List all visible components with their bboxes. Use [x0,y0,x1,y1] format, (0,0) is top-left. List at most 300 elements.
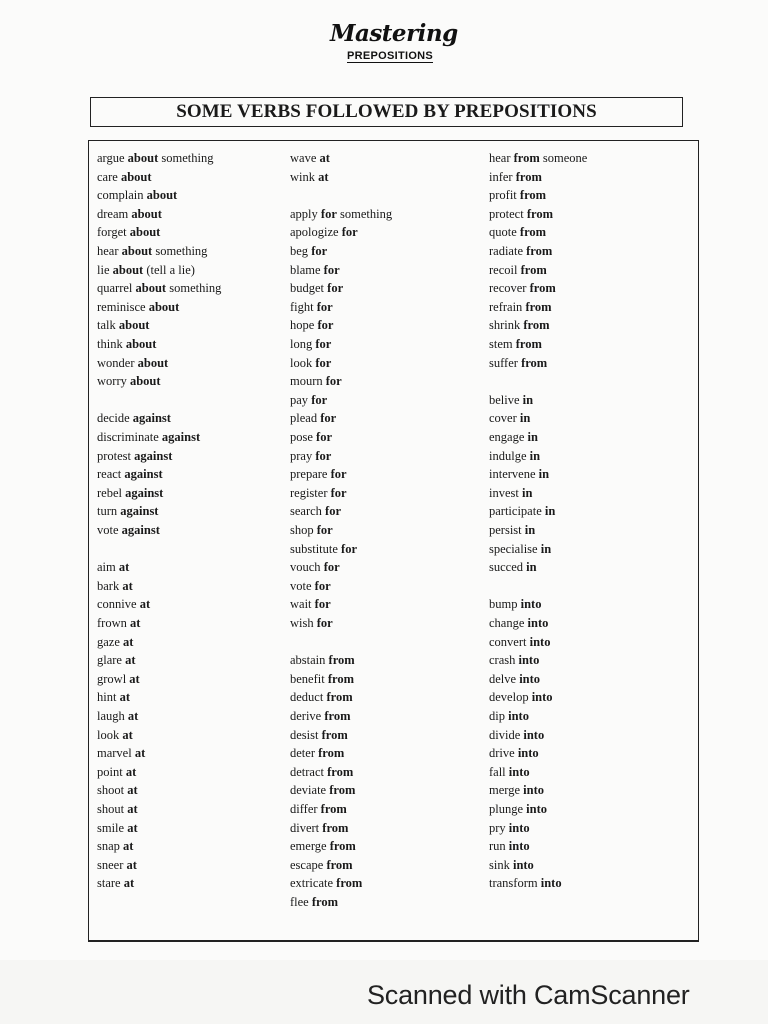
verb-text: escape [290,857,324,872]
verb-entry [290,374,342,388]
verb-entry [290,597,331,611]
preposition-text: about [131,206,162,221]
verb-entry [290,151,330,165]
preposition-text: into [526,802,547,816]
verb-text: wish [290,616,314,630]
preposition-text: from [519,225,547,240]
verb-text: hint [97,690,117,705]
verb-text: delve [489,671,517,686]
preposition-text: for [315,448,332,463]
preposition-text: at [125,653,136,668]
verb-entry [97,709,138,723]
verb-entry [290,858,353,872]
preposition-text: at [129,616,141,630]
title-box [90,97,683,127]
usage-note-text: something [340,206,393,221]
scanner-watermark-text: Scanned with CamScanner [367,980,690,1010]
verb-text: dip [489,709,505,723]
verb-entry [97,728,133,742]
verb-text: change [489,616,525,630]
verb-entry [489,281,556,295]
verb-entry [489,746,539,760]
preposition-text: in [522,392,534,407]
verb-entry [97,690,130,704]
preposition-text: against [132,411,171,426]
verb-entry [290,449,331,463]
verb-text: budget [290,281,325,296]
preposition-text: from [521,355,548,370]
verb-text: merge [489,783,521,798]
verb-entry [97,821,138,835]
verb-text: specialise [489,541,538,556]
verb-text: lie [97,262,110,277]
verb-text: shoot [97,783,125,798]
verb-entry [290,523,333,537]
verb-text: vote [290,578,312,593]
preposition-text: for [341,225,358,240]
verb-entry [489,653,539,667]
preposition-text: into [520,597,542,612]
verb-entry [97,653,136,667]
verb-entry [97,560,129,574]
verb-text: shout [97,802,125,816]
verb-entry [97,486,163,500]
verb-entry [290,560,340,574]
verb-text: cover [489,411,517,426]
verb-text: pay [290,392,309,407]
preposition-text: at [127,820,138,835]
preposition-text: in [521,485,533,500]
preposition-text: at [127,709,139,723]
preposition-text: for [315,337,332,351]
logo-script-text: Mastering [330,20,458,47]
verb-entry [290,653,355,667]
verb-entry [489,672,540,686]
preposition-text: from [526,206,553,221]
verb-text: stem [489,337,513,351]
verb-entry [97,597,150,611]
verb-text: protect [489,206,524,221]
verb-text: divide [489,727,521,742]
verb-text: dream [97,206,129,221]
verb-text: deviate [290,783,327,798]
preposition-text: into [508,709,529,723]
verb-entry [97,337,156,351]
verb-entry [290,895,338,909]
verb-entry [97,411,171,425]
preposition-text: into [508,839,530,854]
verb-entry [290,430,332,444]
verb-text: wink [290,169,315,184]
verb-text: reminisce [97,299,146,314]
verb-text: pray [290,448,313,463]
verb-entry [489,337,542,351]
verb-text: stare [97,876,121,891]
verb-entry [489,783,544,797]
verb-entry [97,318,149,332]
verb-entry [97,802,138,816]
preposition-text: from [311,895,339,909]
preposition-text: at [127,783,138,798]
verb-entry [489,542,551,556]
preposition-text: for [323,262,340,277]
verb-text: hear [97,244,119,258]
verb-text: care [97,169,118,184]
verb-text: divert [290,820,320,835]
verb-entry [97,746,145,760]
verb-text: substitute [290,541,338,556]
logo-subtitle-text: PREPOSITIONS [346,50,434,62]
verb-entry [489,393,533,407]
verb-entry [290,876,362,890]
verb-entry [97,225,160,239]
verb-text: discriminate [97,430,159,444]
verb-entry [290,244,327,258]
verb-entry [489,356,547,370]
verb-entry [489,858,534,872]
preposition-text: at [126,857,137,872]
verb-entry [290,765,353,779]
verb-entry [489,635,550,649]
verb-entry [489,821,530,835]
verb-entry [97,207,162,221]
verb-entry [97,151,213,165]
verb-entry [290,579,331,593]
verb-entry [290,225,358,239]
verb-text: laugh [97,709,125,723]
preposition-text: into [529,634,551,649]
preposition-text: from [326,857,353,872]
verb-text: fall [489,764,506,779]
verb-text: refrain [489,299,523,314]
verb-entry [97,281,221,295]
verb-entry [97,672,140,686]
preposition-text: from [322,820,349,835]
verb-text: hope [290,318,315,333]
verb-entry [290,690,353,704]
preposition-text: in [526,560,537,575]
preposition-text: for [327,281,344,296]
verb-text: desist [290,727,319,742]
verb-entry [97,523,160,537]
verb-entry [489,839,530,853]
verb-entry [290,207,392,221]
verb-entry [290,300,333,314]
verb-entry [489,170,542,184]
verb-text: invest [489,485,519,500]
usage-note-text: someone [542,151,588,165]
preposition-text: in [529,448,541,463]
verb-text: quarrel [97,281,133,296]
preposition-text: for [323,560,340,575]
verb-text: react [97,467,122,482]
verb-text: detract [290,764,325,779]
verb-entry [489,876,562,890]
preposition-text: for [314,597,331,612]
verb-text: drive [489,746,515,761]
preposition-text: for [316,299,333,314]
verb-text: deduct [290,690,324,705]
preposition-text: from [525,299,552,314]
verb-text: gaze [97,634,120,649]
verb-entry [489,430,538,444]
preposition-text: into [540,876,562,891]
preposition-text: for [325,374,342,389]
preposition-text: about [129,225,161,240]
verb-text: pry [489,820,506,835]
verb-entry [489,244,552,258]
preposition-text: into [523,727,545,742]
verb-text: succed [489,560,524,575]
verb-text: transform [489,876,538,891]
usage-note-text: (tell a lie) [146,262,195,277]
verb-entry [489,467,549,481]
preposition-text: from [320,802,347,816]
verb-entry [489,690,553,704]
preposition-text: from [515,169,542,184]
preposition-text: about [146,188,178,203]
verb-text: snap [97,839,120,854]
preposition-text: from [326,690,353,705]
verb-entry [290,709,351,723]
verb-text: emerge [290,839,327,854]
verb-entry [290,802,347,816]
preposition-text: at [139,597,151,612]
verb-entry [290,821,348,835]
verb-text: vote [97,523,119,537]
preposition-text: at [319,151,330,165]
verb-text: point [97,764,123,779]
preposition-text: at [134,746,146,761]
preposition-text: at [123,634,134,649]
verb-text: quote [489,225,517,240]
verb-text: smile [97,820,125,835]
preposition-text: from [324,709,351,723]
preposition-text: into [519,671,541,686]
verb-entry [290,486,347,500]
preposition-text: about [112,262,144,277]
preposition-text: at [318,169,329,184]
preposition-text: into [508,820,530,835]
preposition-text: in [524,523,536,537]
preposition-text: for [320,411,337,426]
preposition-text: at [122,727,133,742]
verb-text: indulge [489,448,527,463]
preposition-text: in [519,411,531,426]
preposition-text: from [519,188,547,203]
verb-entry [290,318,333,332]
preposition-text: from [321,727,348,742]
preposition-text: at [123,839,134,854]
verb-text: aim [97,560,116,575]
preposition-text: from [318,746,345,761]
preposition-text: for [320,206,337,221]
verb-text: pose [290,430,313,444]
preposition-text: into [512,857,534,872]
verb-entry [489,207,553,221]
verb-entry [489,486,532,500]
verb-entry [97,467,163,481]
verb-entry [97,579,133,593]
preposition-text: for [316,430,333,444]
preposition-text: from [336,876,363,891]
verb-text: worry [97,374,127,389]
preposition-text: for [341,541,358,556]
verb-entry [489,411,530,425]
verb-text: differ [290,802,318,816]
verb-text: turn [97,504,118,519]
preposition-text: about [127,151,159,165]
preposition-text: for [316,616,333,630]
verb-entry [97,839,133,853]
verb-entry [489,188,546,202]
verb-text: marvel [97,746,132,761]
verb-entry [489,597,541,611]
preposition-text: from [328,653,355,668]
verb-text: recover [489,281,527,296]
verb-text: glare [97,653,122,668]
verb-text: mourn [290,374,323,389]
verb-entry [290,783,355,797]
preposition-text: at [123,876,135,891]
preposition-text: in [538,467,550,482]
verb-text: forget [97,225,127,240]
preposition-text: for [314,578,331,593]
verb-entry [489,802,547,816]
verb-entry [290,504,341,518]
verb-text: register [290,485,328,500]
preposition-text: at [125,764,137,779]
verb-text: profit [489,188,517,203]
verb-entry [290,281,343,295]
verb-entry [97,858,137,872]
preposition-text: from [513,151,540,165]
usage-note-text: something [161,151,214,165]
verb-text: derive [290,709,322,723]
preposition-text: from [327,764,354,779]
verb-entry [97,374,161,388]
verb-text: beg [290,244,309,258]
verb-entry [290,411,336,425]
verb-text: wave [290,151,317,165]
usage-note-text: something [155,244,208,258]
verb-entry [97,616,140,630]
verb-text: run [489,839,506,854]
verb-text: bump [489,597,518,612]
verb-entry [97,170,152,184]
preposition-text: about [148,299,180,314]
verb-text: argue [97,151,125,165]
preposition-text: about [120,169,152,184]
verb-text: persist [489,523,522,537]
verb-text: vouch [290,560,321,575]
preposition-text: for [315,355,332,370]
preposition-text: into [523,783,544,798]
preposition-text: against [161,430,201,444]
preposition-text: against [125,485,164,500]
preposition-text: in [540,541,552,556]
preposition-text: for [325,504,342,519]
verb-text: rebel [97,485,122,500]
verb-entry [290,337,331,351]
verb-text: shrink [489,318,521,333]
verb-text: apologize [290,225,339,240]
verb-text: connive [97,597,137,612]
verb-text: wait [290,597,312,612]
preposition-text: for [311,392,328,407]
verb-entry [290,672,354,686]
verb-table [88,140,699,942]
verb-entry [489,449,540,463]
verb-entry [489,504,555,518]
verb-text: recoil [489,262,518,277]
preposition-text: from [526,244,553,258]
verb-text: sneer [97,857,124,872]
verb-entry [489,616,548,630]
verb-entry [97,765,136,779]
verb-entry [97,188,177,202]
verb-entry [290,263,340,277]
verb-text: fight [290,299,314,314]
verb-text: search [290,504,322,519]
verb-text: intervene [489,467,536,482]
verb-text: engage [489,430,525,444]
verb-entry [97,504,158,518]
verb-text: bark [97,578,120,593]
preposition-text: against [121,523,160,537]
preposition-text: for [330,485,347,500]
verb-entry [290,746,344,760]
verb-text: hear [489,151,511,165]
verb-text: wonder [97,355,135,370]
preposition-text: in [527,430,538,444]
page-title: SOME VERBS FOLLOWED BY PREPOSITIONS [176,101,597,122]
usage-note-text: something [169,281,222,296]
verb-entry [489,318,550,332]
preposition-text: about [129,374,161,389]
preposition-text: in [544,504,556,519]
preposition-text: for [316,523,333,537]
preposition-text: about [137,355,169,370]
verb-text: frown [97,616,127,630]
preposition-text: at [122,578,133,593]
verb-text: deter [290,746,315,761]
verb-text: radiate [489,244,524,258]
verb-text: crash [489,653,516,668]
preposition-text: from [327,671,354,686]
verb-text: think [97,337,123,351]
preposition-text: into [517,746,539,761]
preposition-text: about [121,244,153,258]
verb-entry [290,616,333,630]
verb-entry [489,300,552,314]
preposition-text: into [508,764,530,779]
verb-text: benefit [290,671,325,686]
verb-entry [97,783,138,797]
preposition-text: from [329,783,356,798]
verb-text: plunge [489,802,524,816]
verb-text: prepare [290,467,328,482]
verb-entry [489,151,587,165]
verb-text: look [97,727,120,742]
verb-entry [290,170,329,184]
preposition-text: into [527,616,549,630]
verb-entry [97,263,195,277]
verb-entry [489,709,529,723]
verb-text: extricate [290,876,334,891]
verb-text: decide [97,411,130,426]
preposition-text: at [127,802,138,816]
